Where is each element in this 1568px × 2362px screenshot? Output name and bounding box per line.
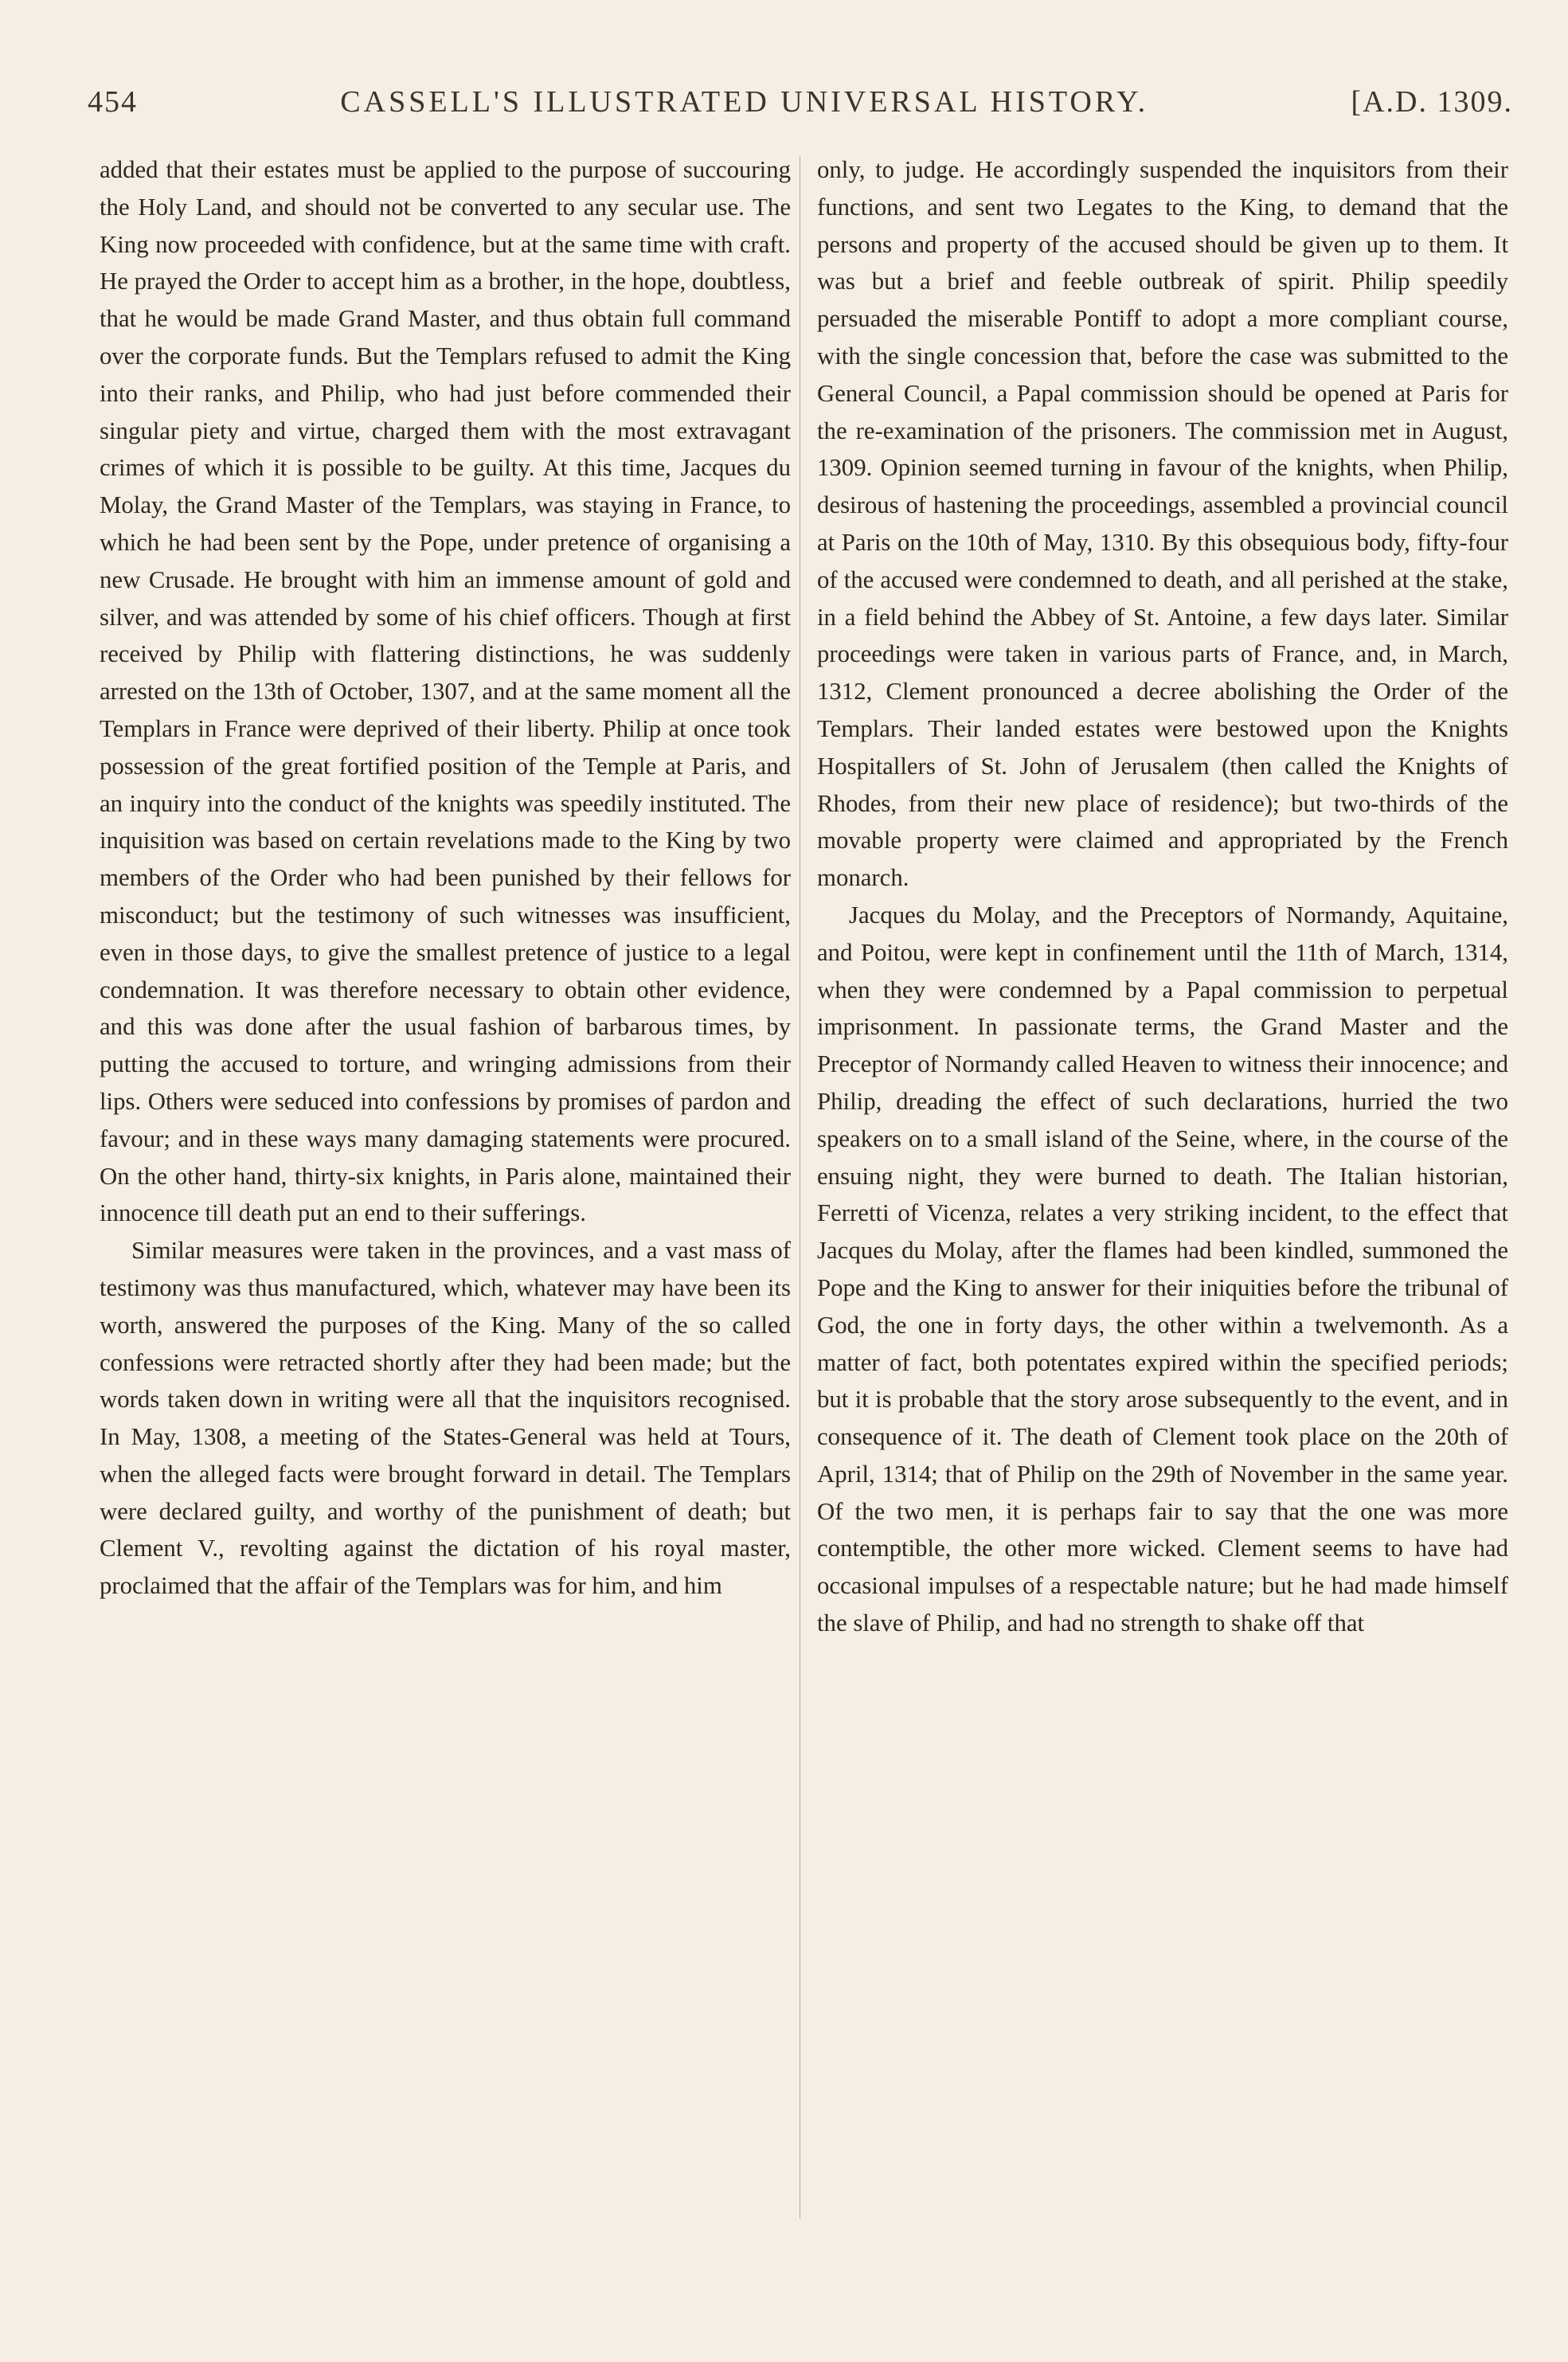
running-title: CASSELL'S ILLUSTRATED UNIVERSAL HISTORY. <box>340 85 1149 119</box>
page-number: 454 <box>88 85 138 119</box>
paragraph: Similar measures were taken in the provinces, and a vast mass of testimony was thus manufactured, which, whatever may have been its worth, answered the purposes of the King. Many of the so called confessions were retracted shortly after they had been made; but the words taken down in writing were all that the inquisitors recognised. In May, 1308, a meeting of the States-General was held at Tours, when the alleged facts were brought forward in detail. The Templars were declared guilty, and worthy of the punishment of death; but Clement V., revolting against the dictation of his royal master, proclaimed that the affair of the Templars was for him, and him <box>100 1237 791 1600</box>
paragraph: added that their estates must be applied to the purpose of succouring the Holy Land, and should not be converted to any secular use. The King now proceeded with confidence, but at the same time with craft. He prayed the Order to accept him as a brother, in the hope, doubtless, that he would be made Grand Master, and thus obtain full command over the corporate funds. But the Templars refused to admit the King into their ranks, and Philip, who had just before commended their singular piety and virtue, charged them with the most extravagant crimes of which it is possible to be guilty. At this time, Jacques du Molay, the Grand Master of the Templars, was staying in France, to which he had been sent by the Pope, under pretence of organising a new Crusade. He brought with him an immense amount of gold and silver, and was attended by some of his chief officers. Though at first received by Philip with flattering distinctions, he was suddenly arrested on the 13th of October, 1307, and at the same moment all the Templars in France were deprived of their liberty. Philip at once took possession of the great fortified position of the Temple at Paris, and an inquiry into the conduct of the knights was speedily instituted. The inquisition was based on certain revelations made to the King by two members of the Order who had been punished by their fellows for misconduct; but the testimony of such witnesses was insufficient, even in those days, to give the smallest pretence of justice to a legal condemnation. It was therefore necessary to obtain other evidence, and this was done after the usual fashion of barbarous times, by putting the accused to torture, and wringing admissions from their lips. Others were seduced into confessions by promises of pardon and favour; and in these ways many damaging statements were procured. On the other hand, thirty-six knights, in Paris alone, maintained their innocence till death put an end to their sufferings. <box>100 156 791 1227</box>
date-marker: [A.D. 1309. <box>1351 85 1513 119</box>
paragraph: only, to judge. He accordingly suspended the inquisitors from their functions, and sent two Legates to the King, to demand that the persons and property of the accused should be given up to them. It was but a brief and feeble outbreak of spirit. Philip speedily persuaded the miserable Pontiff to adopt a more compliant course, with the single concession that, before the case was submitted to the General Council, a Papal commission should be opened at Paris for the re-examination of the prisoners. The commission met in August, 1309. Opinion seemed turning in favour of the knights, when Philip, desirous of hastening the proceedings, assembled a provincial council at Paris on the 10th of May, 1310. By this obsequious body, fifty-four of the accused were condemned to death, and all perished at the stake, in a field behind the Abbey of St. Antoine, a few days later. Similar proceedings were taken in various parts of France, and, in March, 1312, Clement pronounced a decree abolishing the Order of the Templars. Their landed estates were bestowed upon the Knights Hospitallers of St. John of Jerusalem (then called the Knights of Rhodes, from their new place of residence); but two-thirds of the movable property were claimed and appropriated by the French monarch. <box>817 156 1508 892</box>
right-column <box>817 151 1508 2301</box>
left-column <box>100 151 791 2301</box>
running-header <box>88 84 1513 132</box>
paragraph: Jacques du Molay, and the Preceptors of Normandy, Aquitaine, and Poitou, were kept in confinement until the 11th of March, 1314, when they were condemned by a Papal commission to perpetual imprisonment. In passionate terms, the Grand Master and the Preceptor of Normandy called Heaven to witness their innocence; and Philip, dreading the effect of such declarations, hurried the two speakers on to a small island of the Seine, where, in the course of the ensuing night, they were burned to death. The Italian historian, Ferretti of Vicenza, relates a very striking incident, to the effect that Jacques du Molay, after the flames had been kindled, summoned the Pope and the King to answer for their iniquities before the tribunal of God, the one in forty days, the other within a twelvemonth. As a matter of fact, both potentates expired within the specified periods; but it is probable that the story arose subsequently to the event, and in consequence of it. The death of Clement took place on the 20th of April, 1314; that of Philip on the 29th of November in the same year. Of the two men, it is perhaps fair to say that the one was more contemptible, the other more wicked. Clement seems to have had occasional impulses of a respectable nature; but he had made himself the slave of Philip, and had no strength to shake off that <box>817 901 1508 1637</box>
